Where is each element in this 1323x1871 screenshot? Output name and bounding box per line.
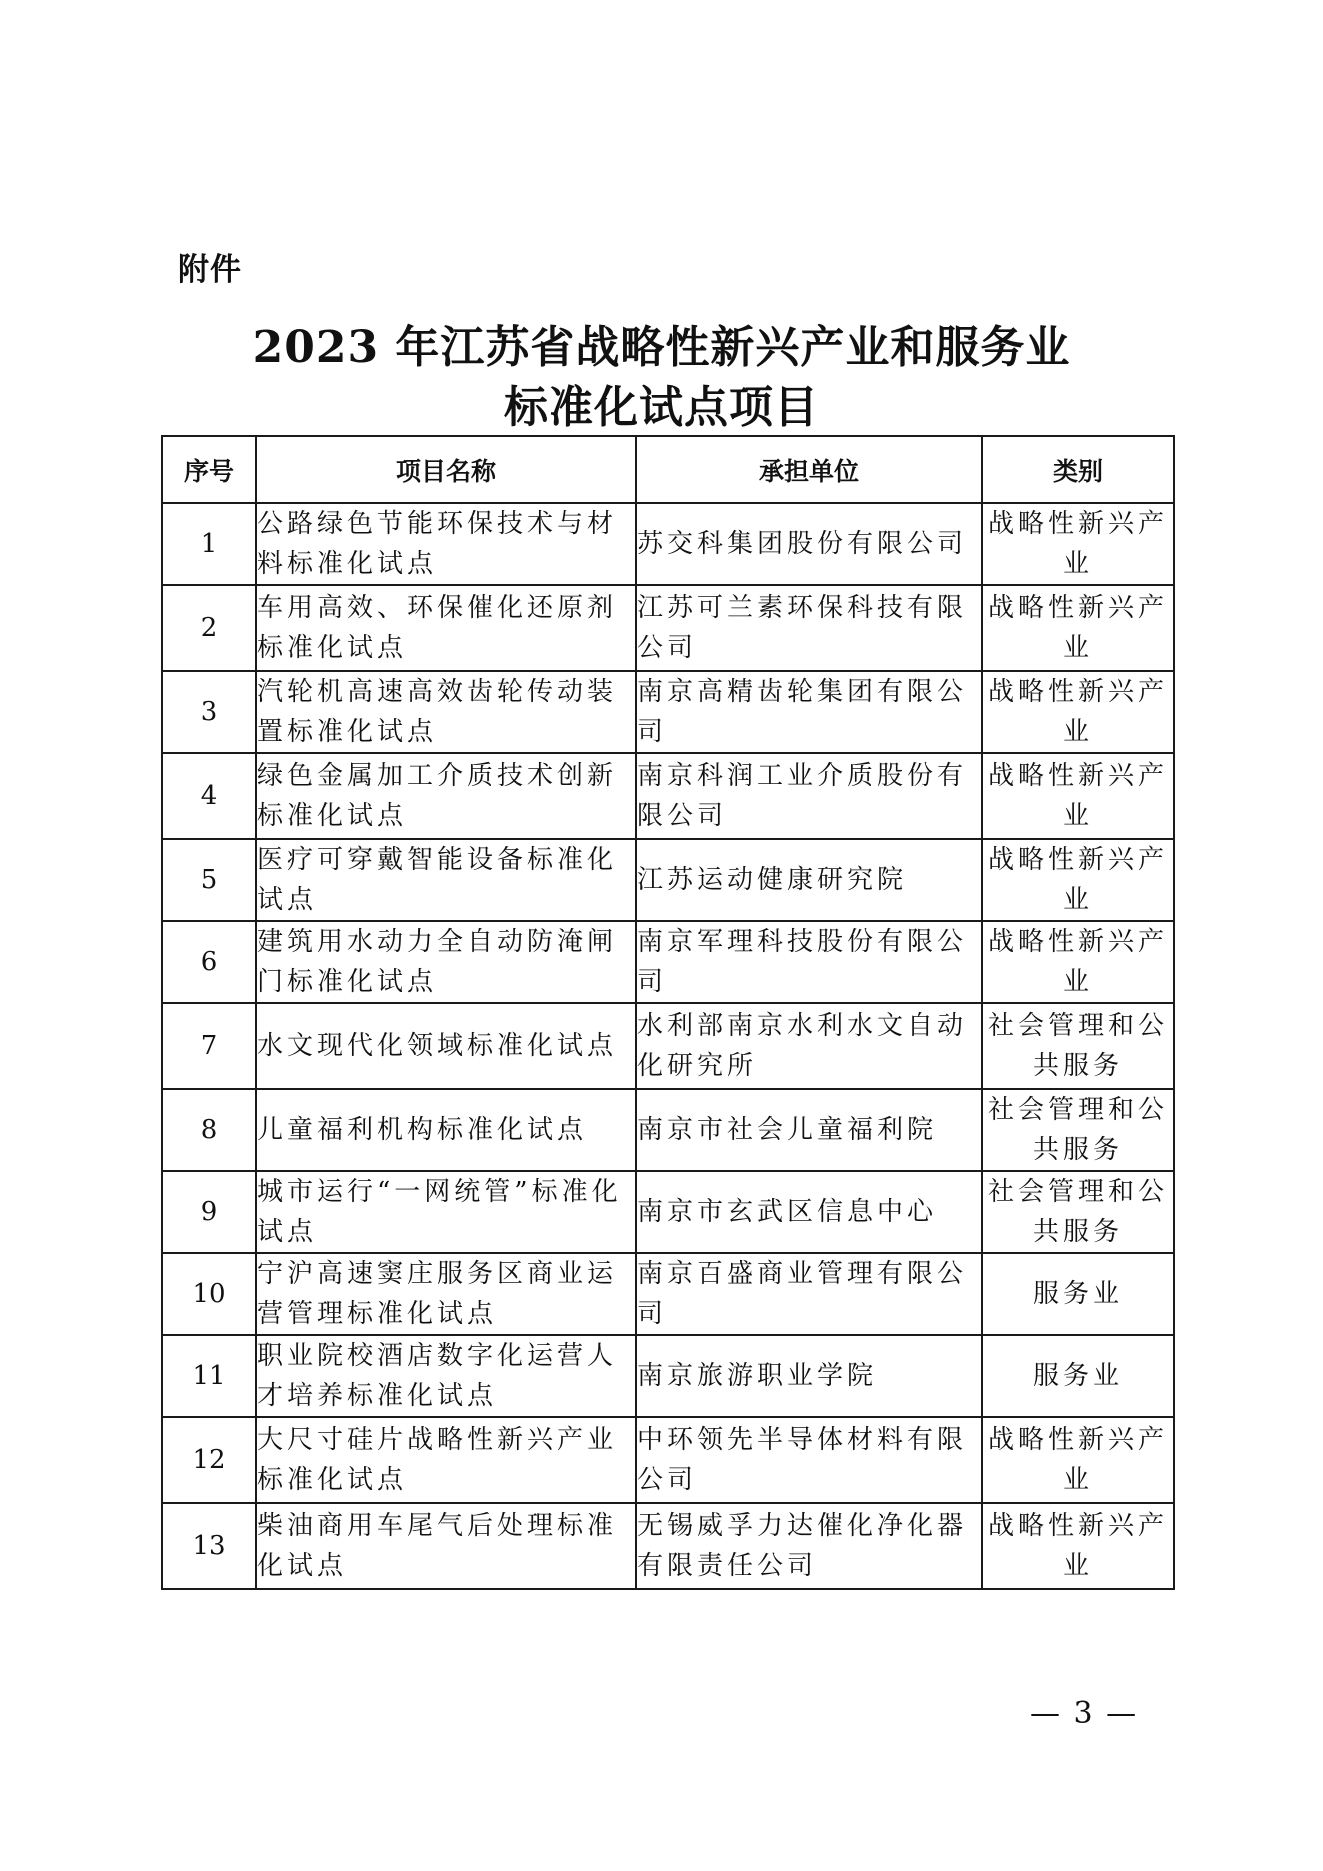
header-project-name: 项目名称	[256, 436, 636, 503]
undertaking-unit-cell: 南京市社会儿童福利院	[636, 1089, 982, 1171]
pilot-projects-table	[161, 435, 1175, 1590]
project-name-cell: 汽轮机高速高效齿轮传动装置标准化试点	[256, 671, 636, 753]
project-name-cell: 建筑用水动力全自动防淹闸门标准化试点	[256, 921, 636, 1003]
serial-number-cell: 6	[162, 921, 256, 1003]
category-cell: 社会管理和公共服务	[982, 1003, 1174, 1089]
category-cell: 服务业	[982, 1335, 1174, 1417]
table-row	[162, 839, 1174, 921]
table-row	[162, 1503, 1174, 1589]
table-row	[162, 1089, 1174, 1171]
category-cell: 战略性新兴产业	[982, 753, 1174, 839]
serial-number-cell: 8	[162, 1089, 256, 1171]
serial-number-cell: 13	[162, 1503, 256, 1589]
category-cell: 战略性新兴产业	[982, 503, 1174, 585]
project-name-cell: 大尺寸硅片战略性新兴产业标准化试点	[256, 1417, 636, 1503]
undertaking-unit-cell: 南京百盛商业管理有限公司	[636, 1253, 982, 1335]
undertaking-unit-cell: 南京市玄武区信息中心	[636, 1171, 982, 1253]
serial-number-cell: 7	[162, 1003, 256, 1089]
project-name-cell: 车用高效、环保催化还原剂标准化试点	[256, 585, 636, 671]
table-row	[162, 753, 1174, 839]
header-serial-number: 序号	[162, 436, 256, 503]
attachment-label: 附件	[178, 252, 242, 288]
table-row	[162, 1417, 1174, 1503]
table-row	[162, 1335, 1174, 1417]
table-header-row	[162, 436, 1174, 503]
table-row	[162, 671, 1174, 753]
document-title-line-2: 标准化试点项目	[504, 382, 819, 433]
table-row	[162, 585, 1174, 671]
undertaking-unit-cell: 南京旅游职业学院	[636, 1335, 982, 1417]
header-undertaking-unit: 承担单位	[636, 436, 982, 503]
serial-number-cell: 2	[162, 585, 256, 671]
undertaking-unit-cell: 南京科润工业介质股份有限公司	[636, 753, 982, 839]
category-cell: 战略性新兴产业	[982, 921, 1174, 1003]
serial-number-cell: 10	[162, 1253, 256, 1335]
table-row	[162, 1253, 1174, 1335]
project-name-cell: 宁沪高速窦庄服务区商业运营管理标准化试点	[256, 1253, 636, 1335]
project-name-cell: 水文现代化领域标准化试点	[256, 1003, 636, 1089]
undertaking-unit-cell: 苏交科集团股份有限公司	[636, 503, 982, 585]
serial-number-cell: 12	[162, 1417, 256, 1503]
table-row	[162, 921, 1174, 1003]
page-number: — 3 —	[1030, 1696, 1139, 1731]
category-cell: 战略性新兴产业	[982, 1417, 1174, 1503]
undertaking-unit-cell: 南京军理科技股份有限公司	[636, 921, 982, 1003]
category-cell: 战略性新兴产业	[982, 1503, 1174, 1589]
serial-number-cell: 3	[162, 671, 256, 753]
category-cell: 战略性新兴产业	[982, 671, 1174, 753]
header-category: 类别	[982, 436, 1174, 503]
project-name-cell: 城市运行“一网统管”标准化试点	[256, 1171, 636, 1253]
table-row	[162, 1171, 1174, 1253]
serial-number-cell: 4	[162, 753, 256, 839]
serial-number-cell: 9	[162, 1171, 256, 1253]
serial-number-cell: 1	[162, 503, 256, 585]
category-cell: 战略性新兴产业	[982, 585, 1174, 671]
undertaking-unit-cell: 中环领先半导体材料有限公司	[636, 1417, 982, 1503]
undertaking-unit-cell: 江苏运动健康研究院	[636, 839, 982, 921]
undertaking-unit-cell: 江苏可兰素环保科技有限公司	[636, 585, 982, 671]
undertaking-unit-cell: 南京高精齿轮集团有限公司	[636, 671, 982, 753]
table-row	[162, 503, 1174, 585]
category-cell: 战略性新兴产业	[982, 839, 1174, 921]
project-name-cell: 儿童福利机构标准化试点	[256, 1089, 636, 1171]
document-title-line-1: 2023 年江苏省战略性新兴产业和服务业	[252, 322, 1071, 373]
project-name-cell: 绿色金属加工介质技术创新标准化试点	[256, 753, 636, 839]
serial-number-cell: 11	[162, 1335, 256, 1417]
project-name-cell: 柴油商用车尾气后处理标准化试点	[256, 1503, 636, 1589]
category-cell: 社会管理和公共服务	[982, 1171, 1174, 1253]
project-name-cell: 公路绿色节能环保技术与材料标准化试点	[256, 503, 636, 585]
project-name-cell: 医疗可穿戴智能设备标准化试点	[256, 839, 636, 921]
serial-number-cell: 5	[162, 839, 256, 921]
table-row	[162, 1003, 1174, 1089]
category-cell: 服务业	[982, 1253, 1174, 1335]
undertaking-unit-cell: 无锡威孚力达催化净化器有限责任公司	[636, 1503, 982, 1589]
project-name-cell: 职业院校酒店数字化运营人才培养标准化试点	[256, 1335, 636, 1417]
category-cell: 社会管理和公共服务	[982, 1089, 1174, 1171]
undertaking-unit-cell: 水利部南京水利水文自动化研究所	[636, 1003, 982, 1089]
